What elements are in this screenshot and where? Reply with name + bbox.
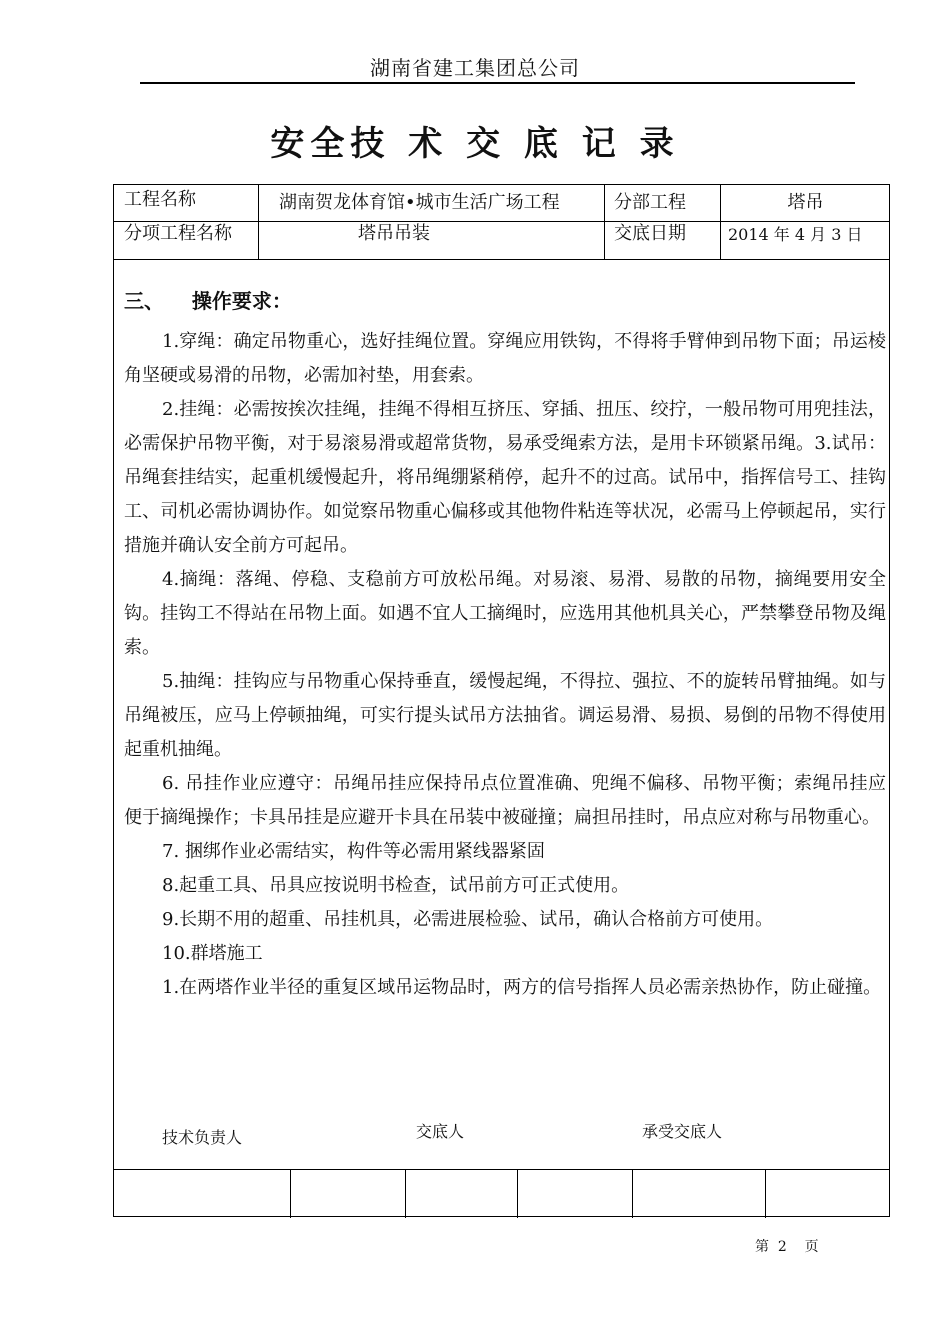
row-divider — [114, 259, 889, 260]
subitem-value: 塔吊吊装 — [358, 223, 430, 244]
tech-lead-label: 技术负责人 — [162, 1128, 243, 1147]
paragraph: 7. 捆绑作业必需结实，构件等必需用紧线器紧固 — [162, 841, 545, 862]
signature-box-divider — [765, 1169, 766, 1218]
header-rule — [140, 82, 855, 84]
paragraph: 10.群塔施工 — [162, 943, 263, 964]
receiver-label: 承受交底人 — [642, 1122, 723, 1141]
division-value: 塔吊 — [787, 192, 824, 213]
paragraph: 2.挂绳：必需按挨次挂绳，挂绳不得相互挤压、穿插、扭压、绞拧，一般吊物可用兜挂法，必需保护吊物平衡，对于易滚易滑或超常货物，易承受绳索方法，是用卡环锁紧吊绳。3.试吊：吊绳套挂结实，起重机缓慢起升，将吊绳绷紧稍停，起升不的过高。试吊中，指挥信号工、挂钩工、司机必需协调协作。如觉察吊物重心偏移或其他物件粘连等状况，必需马上停顿起吊，实行措施并确认安全前方可起吊。 — [124, 399, 886, 556]
paragraph: 1.在两塔作业半径的重复区域吊运物品时，两方的信号指挥人员必需亲热协作，防止碰撞。 — [162, 977, 882, 998]
signature-box-divider — [290, 1169, 291, 1218]
paragraph: 9.长期不用的超重、吊挂机具，必需进展检验、试吊，确认合格前方可使用。 — [162, 909, 774, 930]
paragraph: 5.抽绳：挂钩应与吊物重心保持垂直，缓慢起绳，不得拉、强拉、不的旋转吊臂抽绳。如与吊绳被压，应马上停顿抽绳，可实行提头试吊方法抽省。调运易滑、易损、易倒的吊物不得使用起重机抽绳。 — [124, 671, 886, 760]
subitem-label: 分项工程名称 — [124, 223, 232, 244]
signature-box-divider — [517, 1169, 518, 1218]
section-body — [124, 325, 886, 1005]
date-value: 2014 年 4 月 3 日 — [728, 225, 863, 244]
document-title: 安全技 术 交 底 记 录 — [270, 124, 680, 164]
project-name-label: 工程名称 — [124, 189, 196, 210]
paragraph: 8.起重工具、吊具应按说明书检查，试吊前方可正式使用。 — [162, 875, 630, 896]
signature-box-divider — [405, 1169, 406, 1218]
company-name: 湖南省建工集团总公司 — [370, 56, 580, 80]
signature-row-divider — [114, 1169, 889, 1170]
division-label: 分部工程 — [614, 192, 686, 213]
paragraph: 4.摘绳：落绳、停稳、支稳前方可放松吊绳。对易滚、易滑、易散的吊物，摘绳要用安全钩。挂钩工不得站在吊物上面。如遇不宜人工摘绳时，应选用其他机具关心，严禁攀登吊物及绳索。 — [124, 569, 886, 658]
signature-box-divider — [632, 1169, 633, 1218]
page-number: 第 2 页 — [755, 1239, 819, 1255]
col-divider — [258, 185, 259, 259]
section-heading: 三、 操作要求： — [124, 289, 292, 313]
discloser-label: 交底人 — [416, 1122, 465, 1141]
date-label: 交底日期 — [614, 223, 686, 244]
paragraph: 6. 吊挂作业应遵守：吊绳吊挂应保持吊点位置准确、兜绳不偏移、吊物平衡；索绳吊挂应便于摘绳操作；卡具吊挂是应避开卡具在吊装中被碰撞；扁担吊挂时，吊点应对称与吊物重心。 — [124, 773, 886, 828]
col-divider — [604, 185, 605, 259]
project-name-value: 湖南贺龙体育馆•城市生活广场工程 — [279, 192, 560, 213]
paragraph: 1.穿绳：确定吊物重心，选好挂绳位置。穿绳应用铁钩，不得将手臂伸到吊物下面；吊运棱角坚硬或易滑的吊物，必需加衬垫，用套索。 — [124, 331, 886, 386]
record-frame — [113, 184, 890, 1217]
